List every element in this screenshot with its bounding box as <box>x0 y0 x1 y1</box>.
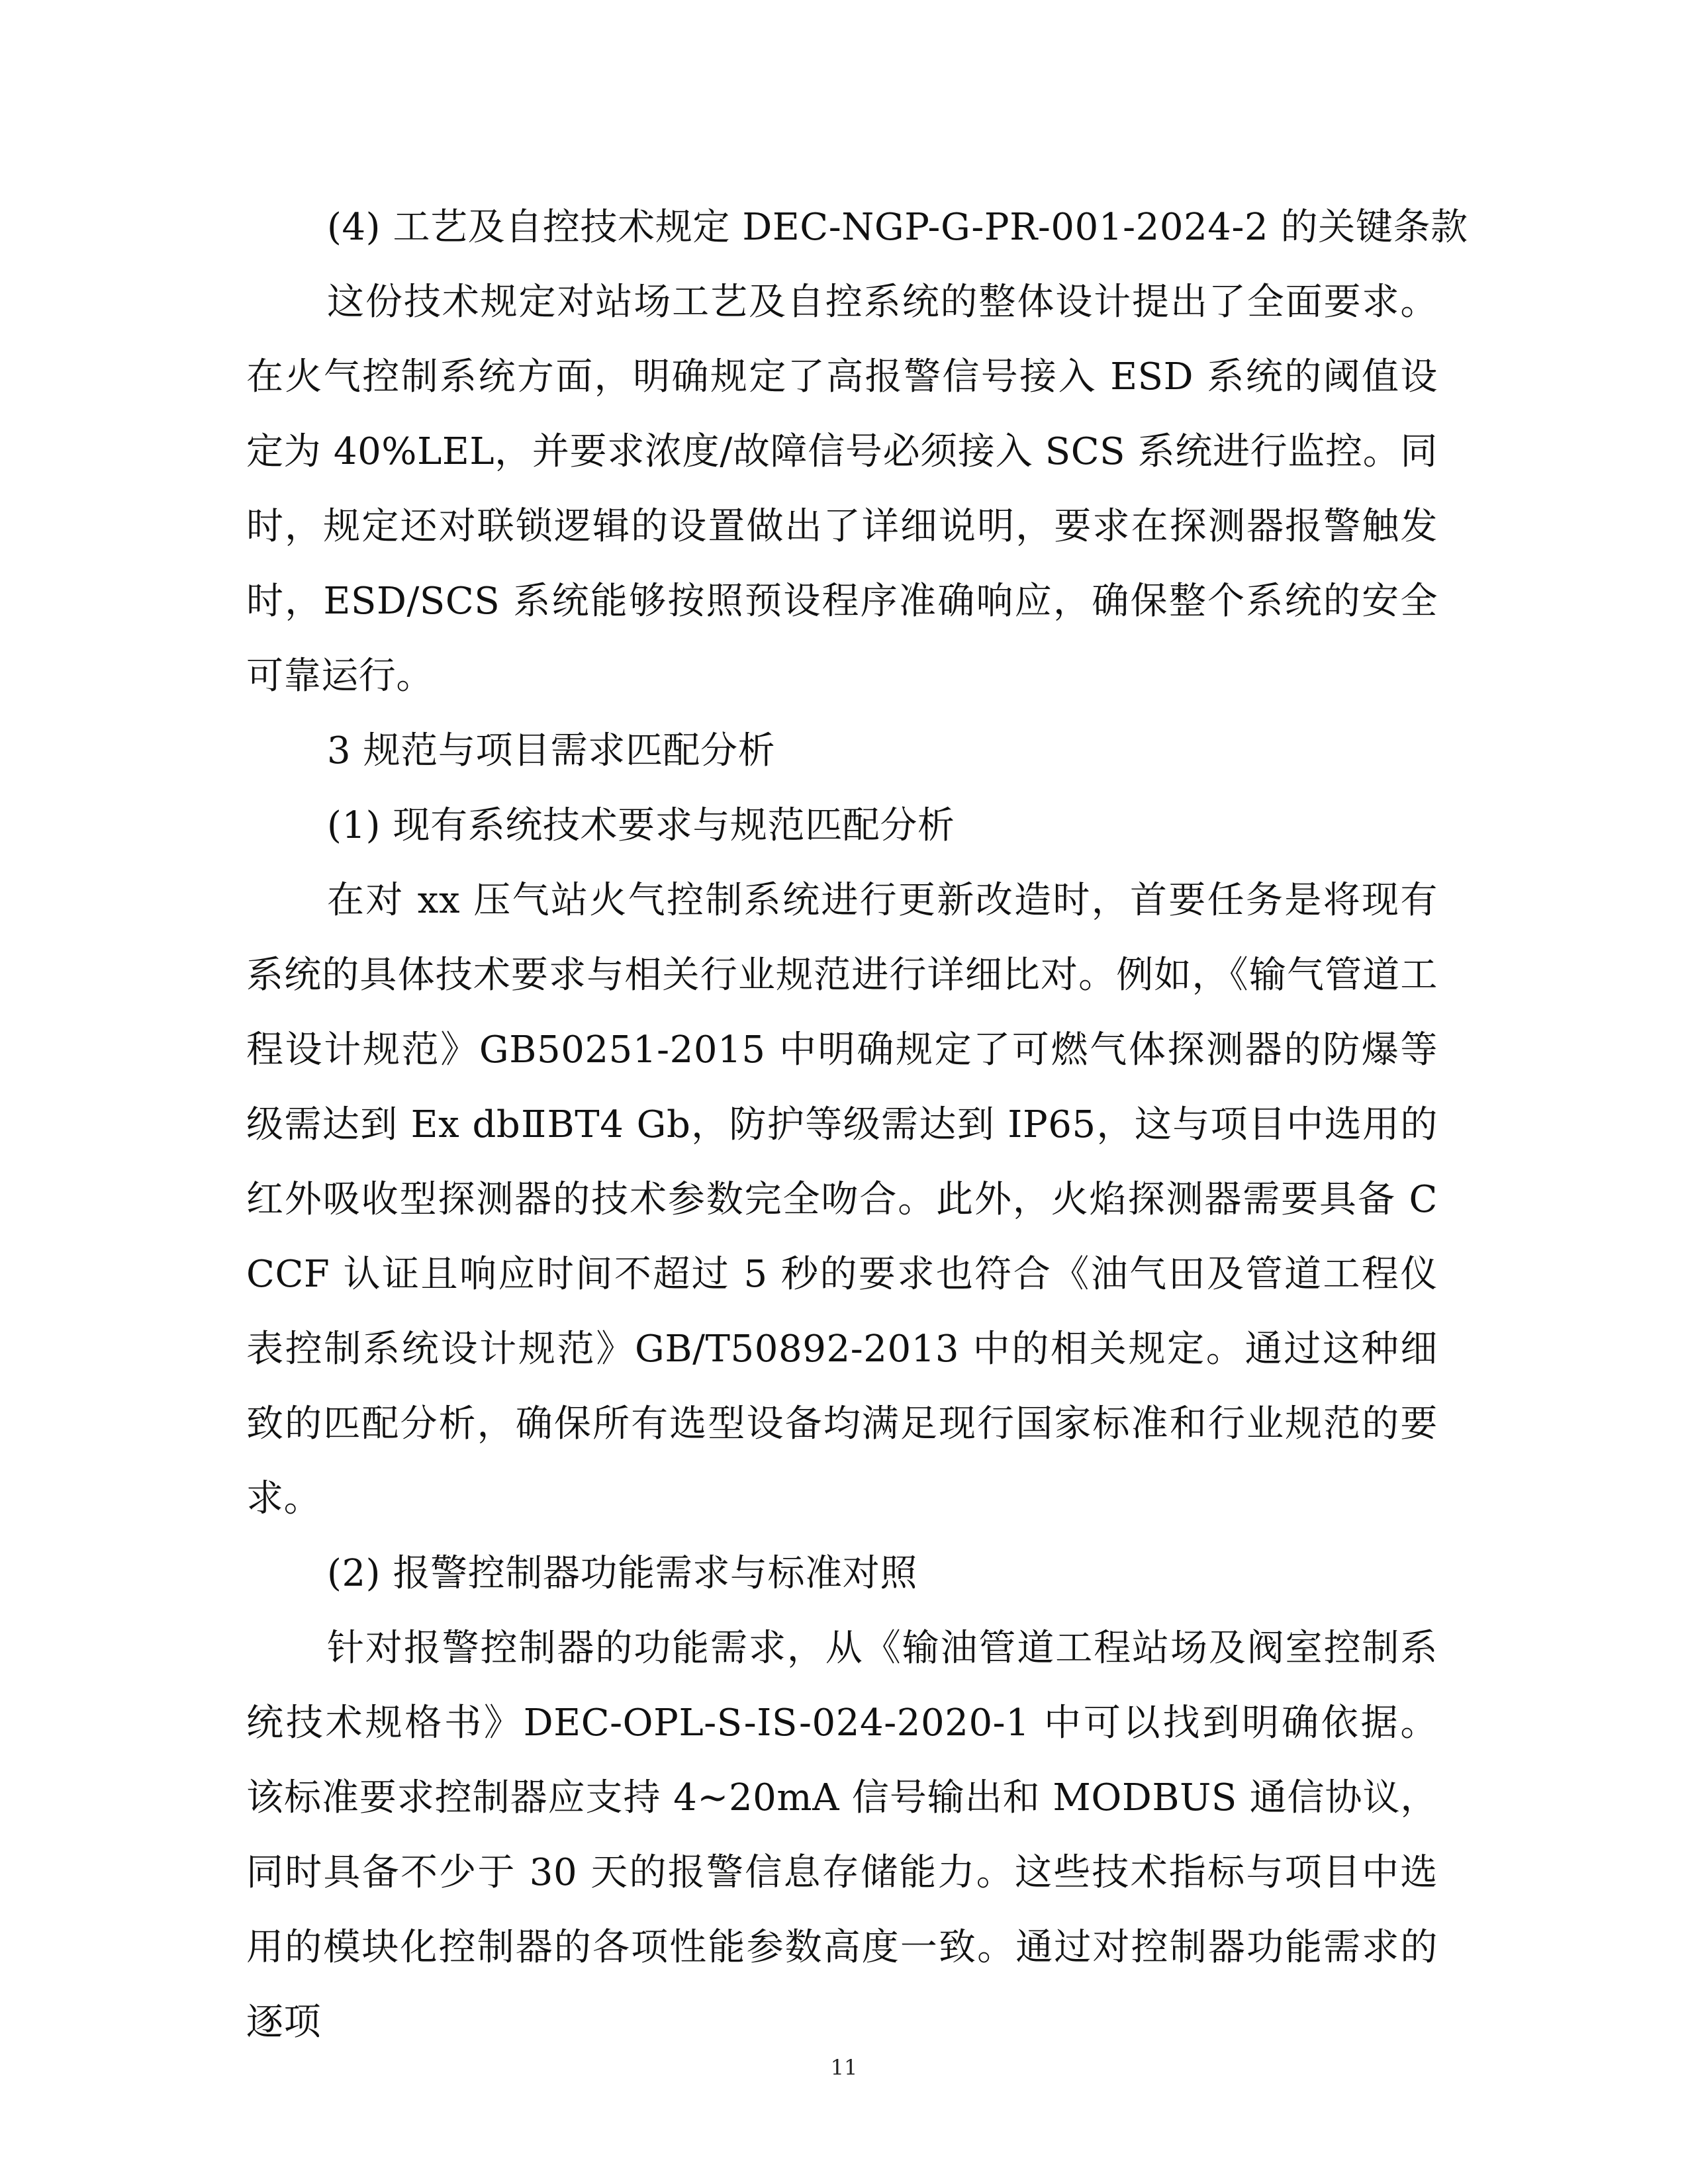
section-heading-3: 3 规范与项目需求匹配分析 <box>327 729 776 772</box>
subsection-heading-1: (1) 现有系统技术要求与规范匹配分析 <box>327 804 955 847</box>
page-number: 11 <box>830 2055 858 2080</box>
page-body <box>246 190 1468 2060</box>
subsection-heading-2: (2) 报警控制器功能需求与标准对照 <box>327 1552 917 1595</box>
paragraph-process-control-spec: 这份技术规定对站场工艺及自控系统的整体设计提出了全面要求。在火气控制系统方面，明确规定了高报警信号接入 ESD 系统的阈值设定为 40%LEL，并要求浓度/故障信号必须接入 SCS 系统进行监控。同时，规定还对联锁逻辑的设置做出了详细说明，要求在探测器报警触发时，ESD/SCS 系统能够按照预设程序准确响应，确保整个系统的安全可靠运行。 <box>246 281 1438 698</box>
subsection-heading-4: (4) 工艺及自控技术规定 DEC-NGP-G-PR-001-2024-2 的关键条款 <box>327 206 1468 249</box>
paragraph-alarm-controller-requirements: 针对报警控制器的功能需求，从《输油管道工程站场及阀室控制系统技术规格书》DEC-OPL-S-IS-024-2020-1 中可以找到明确依据。该标准要求控制器应支持 4~20mA 信号输出和 MODBUS 通信协议，同时具备不少于 30 天的报警信息存储能力。这些技术指标与项目中选用的模块化控制器的各项性能参数高度一致。通过对控制器功能需求的逐项 <box>246 1627 1438 2044</box>
paragraph-system-requirements-match: 在对 xx 压气站火气控制系统进行更新改造时，首要任务是将现有系统的具体技术要求与相关行业规范进行详细比对。例如，《输气管道工程设计规范》GB50251-2015 中明确规定了可燃气体探测器的防爆等级需达到 Ex dbⅡBT4 Gb，防护等级需达到 IP65，这与项目中选用的红外吸收型探测器的技术参数完全吻合。此外，火焰探测器需要具备 CCCF 认证且响应时间不超过 5 秒的要求也符合《油气田及管道工程仪表控制系统设计规范》GB/T50892-2013 中的相关规定。通过这种细致的匹配分析，确保所有选型设备均满足现行国家标准和行业规范的要求。 <box>246 879 1438 1520</box>
